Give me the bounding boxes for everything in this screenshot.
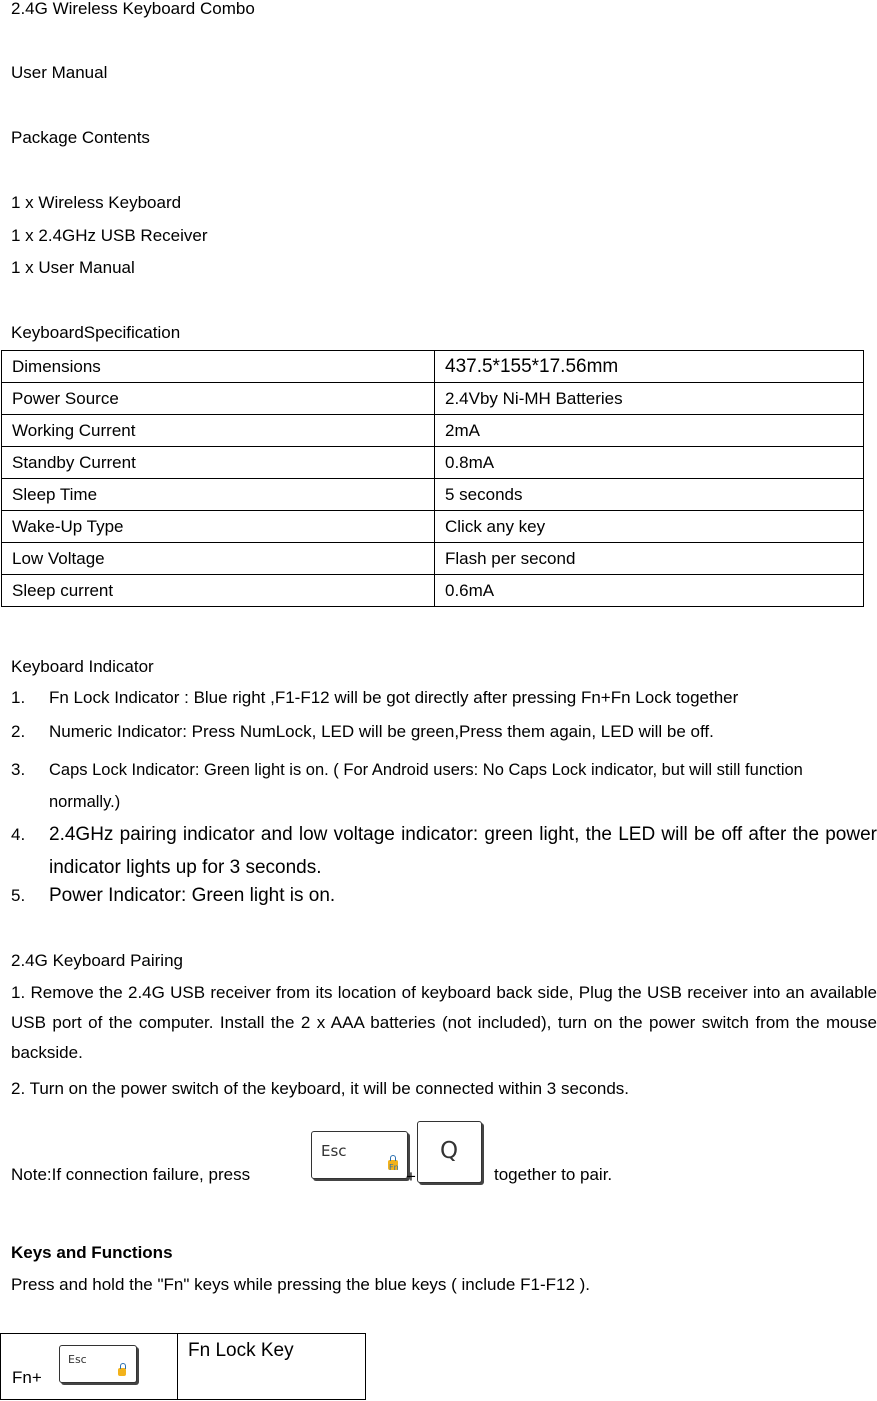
spec-value: 437.5*155*17.56mm bbox=[435, 351, 864, 383]
esc-key-image bbox=[59, 1345, 137, 1383]
combo-prefix: Fn+ bbox=[12, 1368, 42, 1387]
spec-value: Flash per second bbox=[435, 543, 864, 575]
table-row bbox=[2, 575, 864, 607]
package-item: 1 x Wireless Keyboard bbox=[11, 193, 182, 212]
keys-table bbox=[0, 1333, 366, 1400]
spec-value: 2mA bbox=[435, 415, 864, 447]
list-text: Fn Lock Indicator : Blue right ,F1-F12 will be got directly after pressing Fn+Fn Lock together bbox=[49, 688, 739, 707]
spec-label: Power Source bbox=[2, 383, 435, 415]
table-row bbox=[2, 511, 864, 543]
spec-table bbox=[1, 350, 864, 607]
q-key-image bbox=[417, 1121, 482, 1183]
list-number: 4. bbox=[11, 825, 26, 844]
keys-heading: Keys and Functions bbox=[11, 1243, 173, 1262]
spec-heading: KeyboardSpecification bbox=[11, 323, 181, 342]
indicator-heading: Keyboard Indicator bbox=[11, 657, 154, 676]
keys-subtitle: Press and hold the "Fn" keys while pressing the blue keys ( include F1-F12 ). bbox=[11, 1275, 591, 1294]
list-text: Numeric Indicator: Press NumLock, LED will be green,Press them again, LED will be off. bbox=[49, 722, 714, 741]
spec-label: Working Current bbox=[2, 415, 435, 447]
list-number: 2. bbox=[11, 722, 26, 741]
list-number: 3. bbox=[11, 760, 26, 779]
pairing-note: Note:If connection failure, press bbox=[11, 1165, 251, 1184]
lock-icon bbox=[118, 1368, 126, 1376]
list-text: Caps Lock Indicator: Green light is on. ( For Android users: No Caps Lock indicator, but will still function normally.) bbox=[49, 761, 803, 811]
table-row bbox=[2, 383, 864, 415]
list-number: 1. bbox=[11, 688, 26, 707]
spec-value: 5 seconds bbox=[435, 479, 864, 511]
function-label: Fn Lock Key bbox=[188, 1340, 294, 1361]
table-row bbox=[2, 543, 864, 575]
plus-sign: + bbox=[406, 1167, 416, 1186]
list-text: Power Indicator: Green light is on. bbox=[49, 885, 336, 906]
spec-value: Click any key bbox=[435, 511, 864, 543]
spec-label: Low Voltage bbox=[2, 543, 435, 575]
spec-label: Sleep current bbox=[2, 575, 435, 607]
spec-value: 0.8mA bbox=[435, 447, 864, 479]
list-number: 5. bbox=[11, 886, 26, 905]
pairing-step-1: 1. Remove the 2.4G USB receiver from its location of keyboard back side, Plug the USB receiver into an available USB port of the computer. Install the 2 x AAA batteries (not included), turn on the power switch from the mouse backside. bbox=[11, 983, 877, 1062]
spec-label: Sleep Time bbox=[2, 479, 435, 511]
document-title: 2.4G Wireless Keyboard Combo bbox=[11, 0, 255, 18]
manual-title: User Manual bbox=[11, 63, 108, 82]
spec-label: Standby Current bbox=[2, 447, 435, 479]
package-item: 1 x 2.4GHz USB Receiver bbox=[11, 226, 208, 245]
esc-key-label: Esc bbox=[68, 1353, 87, 1366]
esc-key-label: Esc bbox=[321, 1142, 347, 1160]
table-divider bbox=[177, 1334, 178, 1399]
package-heading: Package Contents bbox=[11, 128, 150, 147]
package-item: 1 x User Manual bbox=[11, 258, 135, 277]
list-text: 2.4GHz pairing indicator and low voltage indicator: green light, the LED will be off after the power indicator lights up for 3 seconds. bbox=[49, 824, 877, 878]
table-row bbox=[2, 351, 864, 383]
spec-label: Dimensions bbox=[2, 351, 435, 383]
fn-key-label: Fn bbox=[389, 1163, 399, 1172]
spec-value: 0.6mA bbox=[435, 575, 864, 607]
pairing-step-2: 2. Turn on the power switch of the keyboard, it will be connected within 3 seconds. bbox=[11, 1079, 630, 1098]
table-row bbox=[2, 447, 864, 479]
spec-value: 2.4Vby Ni-MH Batteries bbox=[435, 383, 864, 415]
table-row bbox=[2, 479, 864, 511]
table-row bbox=[2, 415, 864, 447]
pairing-heading: 2.4G Keyboard Pairing bbox=[11, 951, 183, 970]
spec-label: Wake-Up Type bbox=[2, 511, 435, 543]
esc-key-image bbox=[311, 1131, 408, 1179]
pairing-note-suffix: together to pair. bbox=[494, 1165, 613, 1184]
q-key-label: Q bbox=[440, 1138, 459, 1164]
